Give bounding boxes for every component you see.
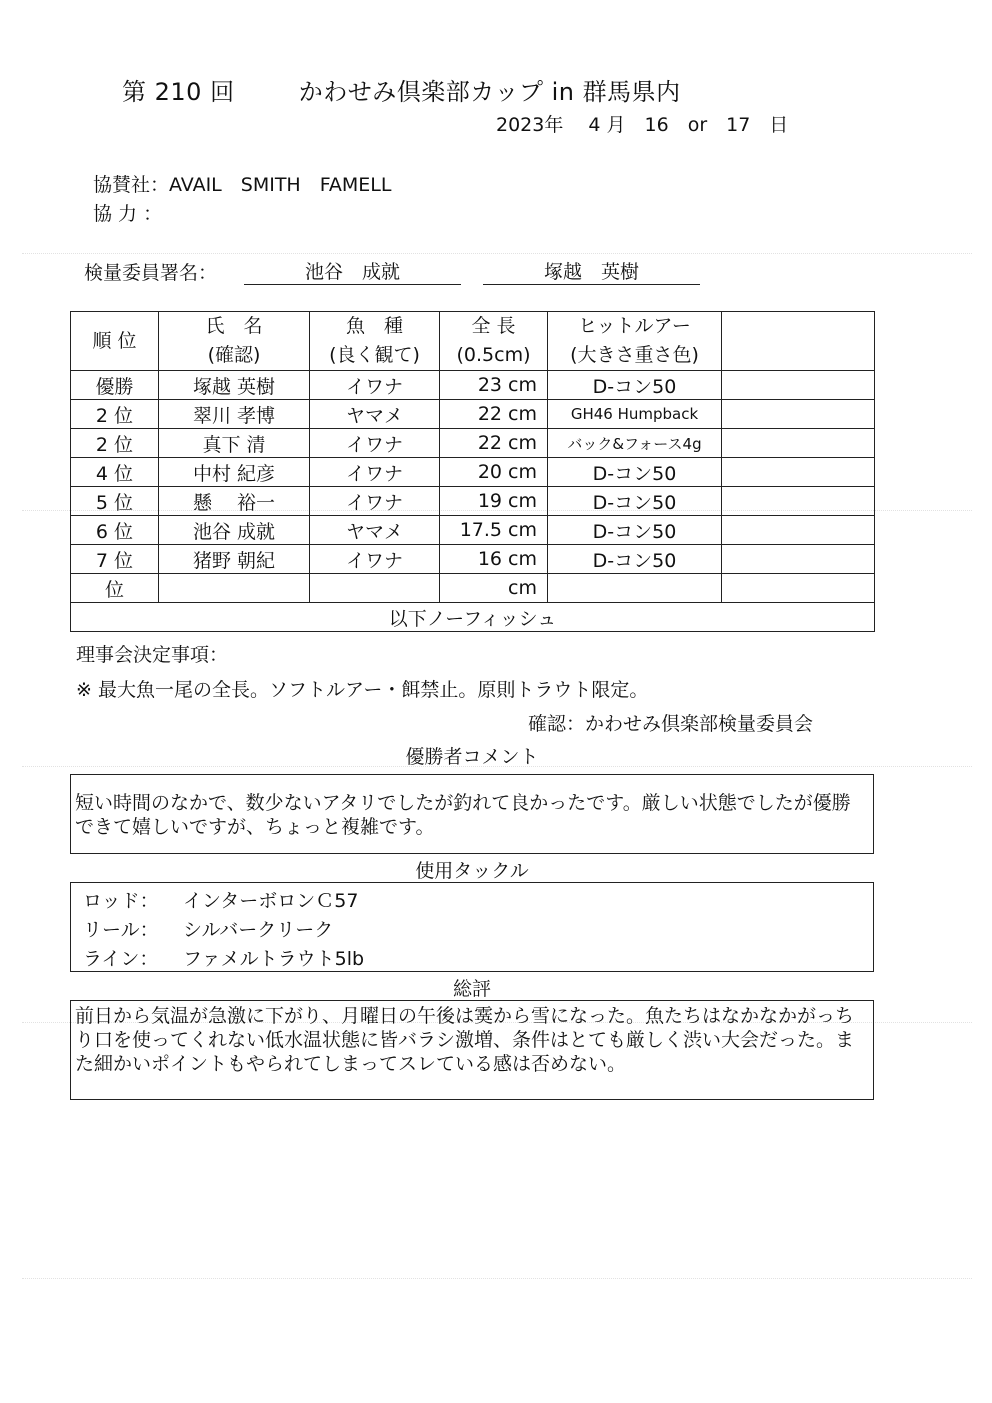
title-edition: 第 210 回: [122, 78, 235, 106]
header-name: 氏 名 (確認): [159, 312, 310, 371]
header-lure: ヒットルアー (大きさ重さ色): [548, 312, 722, 371]
cell-species: イワナ: [310, 371, 440, 400]
cell-length: cm: [440, 574, 548, 603]
table-row: [71, 429, 875, 458]
cell-rank: 優勝: [71, 371, 159, 400]
judge-signature-1: 池谷 成就: [244, 257, 461, 285]
judge-signature-2: 塚越 英樹: [483, 257, 700, 285]
cell-species: イワナ: [310, 487, 440, 516]
cell-rank: 4 位: [71, 458, 159, 487]
cell-rank: 2 位: [71, 400, 159, 429]
cell-species: ヤマメ: [310, 400, 440, 429]
tackle-line: ライン： ファメルトラウト5lb: [83, 948, 365, 970]
header-species: 魚 種 (良く観て): [310, 312, 440, 371]
rules-label: 理事会決定事項：: [76, 644, 229, 666]
sponsor-line: [93, 170, 391, 197]
cell-blank: [722, 429, 875, 458]
cell-rank: 位: [71, 574, 159, 603]
cell-rank: 5 位: [71, 487, 159, 516]
cell-species: ヤマメ: [310, 516, 440, 545]
table-row: [71, 458, 875, 487]
cell-species: イワナ: [310, 458, 440, 487]
table-header-row: [71, 312, 875, 371]
cell-length: 20 cm: [440, 458, 548, 487]
table-row: [71, 574, 875, 603]
cooperation-label: 協 力 ：: [93, 203, 163, 225]
tackle-heading: 使用タックル: [415, 860, 529, 882]
cell-length: 23 cm: [440, 371, 548, 400]
table-row: [71, 487, 875, 516]
cell-name: 真下 清: [159, 429, 310, 458]
cell-name: 猪野 朝紀: [159, 545, 310, 574]
cell-lure: [548, 574, 722, 603]
cell-lure: バック&フォース4g: [548, 429, 722, 458]
cell-species: イワナ: [310, 429, 440, 458]
cell-rank: 7 位: [71, 545, 159, 574]
cell-length: 22 cm: [440, 400, 548, 429]
cell-name: 塚越 英樹: [159, 371, 310, 400]
cell-lure: GH46 Humpback: [548, 400, 722, 429]
cell-rank: 6 位: [71, 516, 159, 545]
page-title: [122, 72, 681, 107]
cell-species: イワナ: [310, 545, 440, 574]
tackle-box: [70, 882, 874, 972]
table-row: [71, 371, 875, 400]
cell-blank: [722, 458, 875, 487]
cell-blank: [722, 371, 875, 400]
judges-label: 検量委員署名：: [84, 262, 218, 284]
results-table: [70, 311, 875, 632]
sponsor-label: 協賛社：: [93, 174, 170, 196]
review-box: [70, 1000, 874, 1100]
tackle-reel: リール： シルバークリーク: [83, 919, 334, 941]
table-row: [71, 545, 875, 574]
event-date: 2023年 4 月 16 or 17 日: [496, 114, 789, 136]
table-row: [71, 400, 875, 429]
sponsor-value: AVAIL SMITH FAMELL: [169, 174, 392, 196]
cell-blank: [722, 545, 875, 574]
cell-lure: D-コン50: [548, 545, 722, 574]
table-row: [71, 516, 875, 545]
cell-length: 16 cm: [440, 545, 548, 574]
review-text: 前日から気温が急激に下がり、月曜日の午後は霙から雪になった。魚たちはなかなかがっちり口を使ってくれない低水温状態に皆バラシ激増、条件はとても厳しく渋い大会だった。また細かいポイントもやられてしまってスレている感は否めない。: [75, 1005, 855, 1075]
cell-length: 19 cm: [440, 487, 548, 516]
header-blank: [722, 312, 875, 371]
confirm-note: 確認：かわせみ倶楽部検量委員会: [528, 713, 814, 735]
cell-blank: [722, 400, 875, 429]
winner-comment-text: 短い時間のなかで、数少ないアタリでしたが釣れて良かったです。厳しい状態でしたが優勝できて嬉しいですが、ちょっと複雑です。: [75, 792, 851, 838]
page-divider: [22, 1278, 972, 1279]
cell-name: [159, 574, 310, 603]
cell-lure: D-コン50: [548, 371, 722, 400]
cell-species: [310, 574, 440, 603]
review-heading: 総評: [452, 978, 491, 1000]
table-footer-row: [71, 603, 875, 632]
cell-name: 懸 裕一: [159, 487, 310, 516]
cell-lure: D-コン50: [548, 458, 722, 487]
page-divider: [22, 253, 972, 254]
cell-rank: 2 位: [71, 429, 159, 458]
winner-comment-box: [70, 774, 874, 854]
cell-lure: D-コン50: [548, 516, 722, 545]
tackle-rod: ロッド： インターボロンＣ57: [83, 890, 359, 912]
cell-name: 池谷 成就: [159, 516, 310, 545]
winner-comment-heading: 優勝者コメント: [405, 746, 539, 768]
cell-name: 中村 紀彦: [159, 458, 310, 487]
cell-blank: [722, 516, 875, 545]
title-event: かわせみ倶楽部カップ in 群馬県内: [298, 78, 681, 106]
cell-length: 17.5 cm: [440, 516, 548, 545]
cell-blank: [722, 574, 875, 603]
cell-name: 翠川 孝博: [159, 400, 310, 429]
no-fish-note: 以下ノーフィッシュ: [71, 603, 875, 632]
header-length: 全 長 (0.5cm): [440, 312, 548, 371]
cell-blank: [722, 487, 875, 516]
cell-length: 22 cm: [440, 429, 548, 458]
cell-lure: D-コン50: [548, 487, 722, 516]
header-rank: 順 位: [71, 312, 159, 371]
rules-text: ※ 最大魚一尾の全長。ソフトルアー・餌禁止。原則トラウト限定。: [76, 679, 649, 701]
